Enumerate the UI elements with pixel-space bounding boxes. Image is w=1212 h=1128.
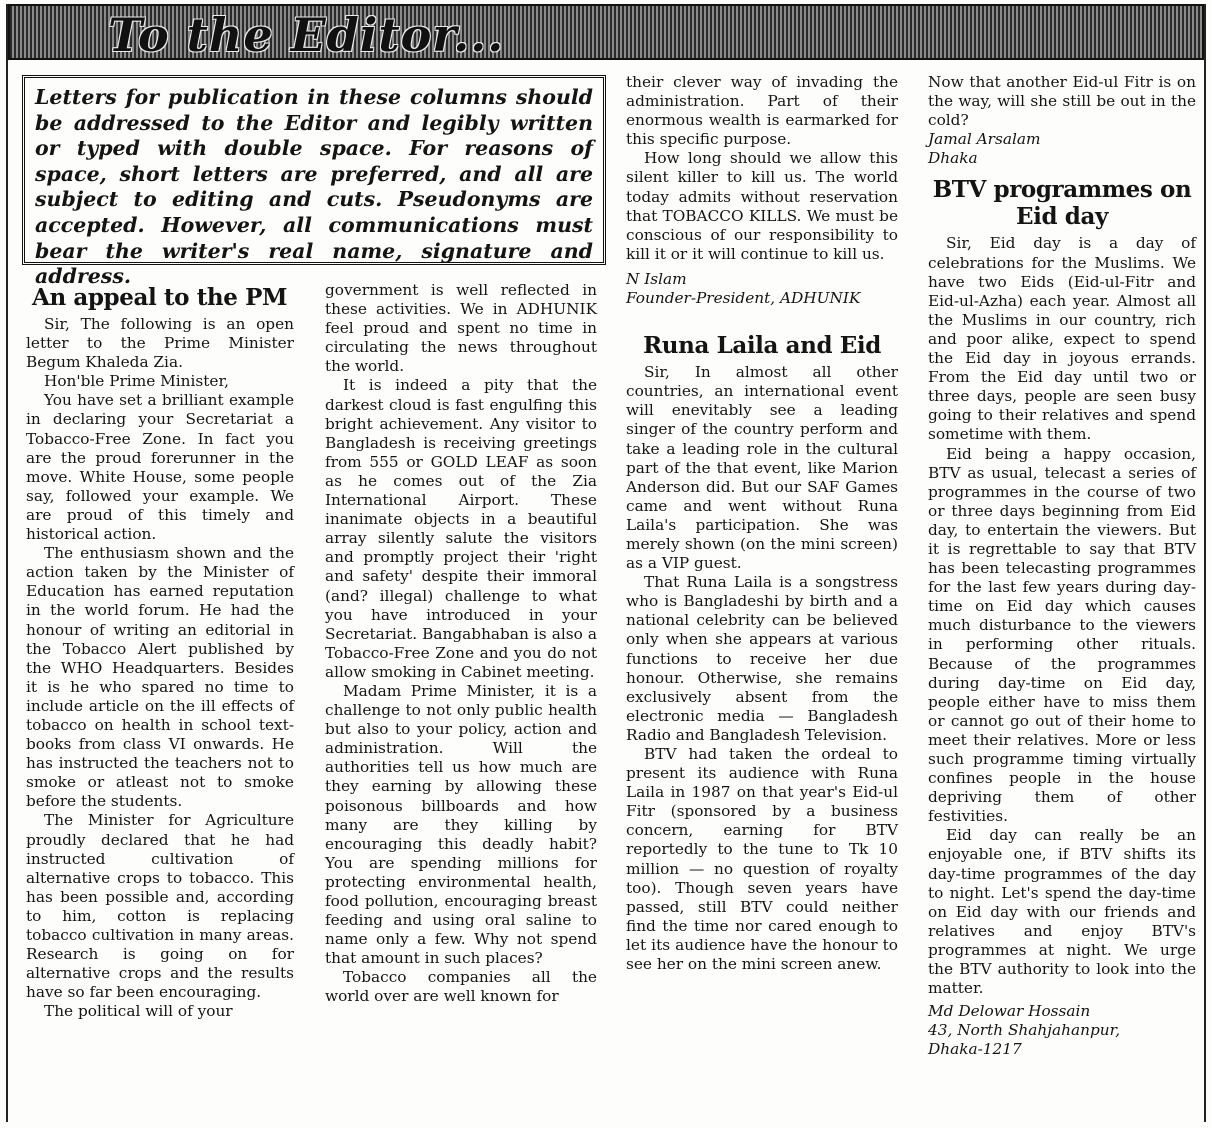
letter3-para: Sir, Eid day is a day of celebrations for the Muslims. We have two Eids (Eid-ul-Fitr and Eid-ul-Azha) each year. Almost all the Muslims in our country, rich and poor alike, expect to spend the Eid day in joyous errands. From the Eid day until two or three days, people are seen busy going to their relatives and spend sometime with them. [928,234,1196,444]
letter2-para: BTV had taken the ordeal to present its audience with Runa Laila in 1987 on that year's Eid-ul Fitr (sponsored by a business concern, earning for BTV reportedly to the tune to Tk 10 million — no question of royalty too). Though seven years have passed, still BTV could neither find the time nor cared enough to let its audience have the honour to see her on the mini screen anew. [626,745,898,974]
letter2-para: That Runa Laila is a songstress who is Bangladeshi by birth and a national celebrity can be believed only when she appears at various functions to receive her due honour. Otherwise, she remains exclusively absent from the electronic media — Bangladesh Radio and Bangladesh Television. [626,573,898,744]
letter1-signature-title: Founder-President, ADHUNIK [626,289,861,308]
letter1-para: The Minister for Agriculture proudly declared that he had instructed cultivation of alternative crops to tobacco. This has been possible and, according to him, cotton is replacing tobacco cultivation in many areas. Research is going on for alternative crops and the results have so far been encouraging. [26,811,294,1002]
column-3 [626,73,898,974]
letter1-para: Hon'ble Prime Minister, [44,372,229,391]
letter2-para: Now that another Eid-ul Fitr is on the way, will she still be out in the cold? [928,73,1196,130]
column-4 [928,73,1196,1060]
letter1-para: It is indeed a pity that the darkest cloud is fast engulfing this bright achievement. Any visitor to Bangladesh is receiving greetings from 555 or GOLD LEAF as soon as he comes out of the Zia International Airport. These inanimate objects in a beautiful array silently salute the visitors and promptly project their 'right and safety' despite their immoral (and? illegal) challenge to what you have introduced in your Secretariat. Bangabhaban is also a Tobacco-Free Zone and you do not allow smoking in Cabinet meeting. [325,376,597,681]
section-title: To the Editor... [108,8,505,60]
headline-runa-laila: Runa Laila and Eid [643,332,881,360]
letter1-para: their clever way of invading the administration. Part of their enormous wealth is earmarked for this specific purpose. [626,73,898,149]
letter1-para: The enthusiasm shown and the action taken by the Minister of Education has earned reputation in the world forum. He had the honour of writing an editorial in the Tobacco Alert published by the WHO Headquarters. Besides it is he who spared no time to include article on the ill effects of tobacco on health in school text-books from class VI onwards. He has instructed the teachers not to smoke or atleast not to smoke before the students. [26,544,294,811]
letter2-signature-place: Dhaka [928,149,978,168]
letter1-para: You have set a brilliant example in declaring your Secretariat a Tobacco-Free Zone. In fact you are the proud forerunner in the move. White House, some people say, followed your example. We are proud of this timely and historical action. [26,391,294,544]
letter3-signature-address: 43, North Shahjahanpur, [928,1021,1121,1040]
submission-notice: Letters for publication in these columns should be addressed to the Editor and legibly written or typed with double space. For reasons of space, short letters are preferred, and all are subject to editing and cuts. Pseudonyms are accepted. However, all communications must bear the writer's real name, signature and address. [22,75,606,265]
letter3-para: Eid day can really be an enjoyable one, if BTV shifts its day-time programmes of the day to night. Let's spend the day-time on Eid day with our friends and relatives and enjoy BTV's programmes at night. We urge the BTV authority to look into the matter. [928,826,1196,998]
letter1-para: Madam Prime Minister, it is a challenge to not only public health but also to your policy, action and administration. Will the authorities tell us how much are they earning by allowing these poisonous billboards and how many are they killing by encouraging this deadly habit? You are spending millions for protecting environmental health, food pollution, encouraging breast feeding and using oral saline to name only a few. Why not spend that amount in such places? [325,681,597,968]
column-2 [325,281,597,1007]
headline-appeal-to-pm: An appeal to the PM [32,284,288,311]
letter3-para: Eid being a happy occasion, BTV as usual, telecast a series of programmes in the course of two or three days beginning from Eid day, to entertain the viewers. But it is regrettable to say that BTV has been telecasting programmes for the last few years during day-time on Eid day which causes much disturbance to the viewers in performing other rituals. Because of the programmes during day-time on Eid day, people either have to miss them or cannot go out of their home to meet their relatives. More or less such programme timing virtually confines people in the house depriving them of other festivities. [928,444,1196,826]
column-1 [26,284,294,1021]
letter1-para: government is well reflected in these activities. We in ADHUNIK feel proud and spent no time in circulating the news throughout the world. [325,281,597,376]
letter1-para: The political will of your [44,1002,233,1021]
letter3-signature-name: Md Delowar Hossain [928,1002,1091,1021]
letter2-para: Sir, In almost all other countries, an international event will enevitably see a leading singer of the country perform and take a leading role in the cultural part of the that event, like Marion Anderson did. But our SAF Games came and went without Runa Laila's participation. She was merely shown (on the mini screen) as a VIP guest. [626,363,898,573]
headline-btv-programmes: BTV programmes on Eid day [932,176,1192,231]
letter1-para: Tobacco companies all the world over are well known for [325,968,597,1006]
section-banner [8,4,1204,60]
letter1-para: Sir, The following is an open letter to the Prime Minister Begum Khaleda Zia. [26,315,294,372]
letter1-signature-name: N Islam [626,269,687,288]
letter1-para: How long should we allow this silent killer to kill us. The world today admits without reservation that TOBACCO KILLS. We must be conscious of our responsibility to kill it or it will continue to kill us. [626,149,898,263]
letter3-signature-city: Dhaka-1217 [928,1040,1022,1059]
letter2-signature-name: Jamal Arsalam [928,130,1041,149]
